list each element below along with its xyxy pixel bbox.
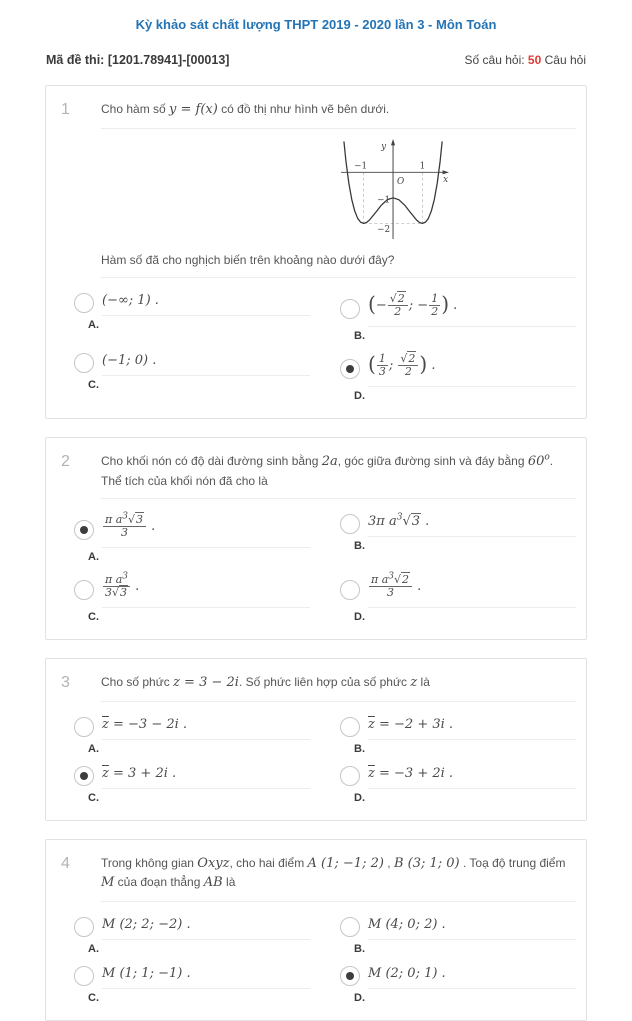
question-4-option-a <box>74 915 310 955</box>
option-text: 3π $a^3√3$ . <box>368 512 576 537</box>
option-text: M (4; 0; 2) . <box>368 915 576 940</box>
y-tick-neg2: −2 <box>377 224 391 235</box>
question-stem-2: Hàm số đã cho nghịch biến trên khoảng nào dưới đây? <box>101 251 576 278</box>
question-2-option-d <box>340 572 576 623</box>
question-stem: Cho khối nón có độ dài đường sinh bằng 2a, góc giữa đường sinh và đáy bằng 60$^o$. Thể tích của khối nón đã cho là <box>101 452 576 499</box>
radio-button[interactable] <box>74 717 94 737</box>
question-3-option-a <box>74 715 310 755</box>
option-letter: D. <box>354 991 365 1004</box>
radio-button[interactable] <box>74 766 94 786</box>
radio-button[interactable] <box>340 766 360 786</box>
option-letter: B. <box>354 329 365 342</box>
origin-label: O <box>396 176 405 187</box>
option-letter: A. <box>88 742 99 755</box>
option-letter: B. <box>354 539 365 552</box>
question-4-option-c <box>74 964 310 1004</box>
option-text: $\overline{z} = 3 + 2i$ . <box>102 764 310 789</box>
option-text: $\frac{\pi a^3√3}{3}$ . <box>102 512 310 548</box>
option-text: (−∞; 1) . <box>102 291 310 316</box>
question-stem: Cho hàm số y = f(x) có đồ thị như hình vẽ bên dưới. <box>101 100 576 129</box>
option-letter: C. <box>88 611 99 624</box>
x-axis-label: x <box>443 174 449 185</box>
option-text: $\overline{z} = -2 + 3i$ . <box>368 715 576 740</box>
radio-button[interactable] <box>340 580 360 600</box>
question-1-option-d <box>340 351 576 402</box>
question-card-1 <box>45 85 587 419</box>
question-1-option-a <box>74 291 310 342</box>
y-tick-neg1: −1 <box>377 195 391 206</box>
exam-code <box>46 53 229 67</box>
page-title: Kỳ khảo sát chất lượng THPT 2019 - 2020 lần 3 - Môn Toán <box>135 17 497 32</box>
option-text: $\overline{z} = -3 + 2i$ . <box>368 764 576 789</box>
question-4-option-b <box>340 915 576 955</box>
radio-button[interactable] <box>74 293 94 313</box>
question-number: 1 <box>61 101 70 118</box>
option-letter: C. <box>88 791 99 804</box>
function-graph-svg <box>339 137 451 241</box>
question-1-option-b <box>340 291 576 342</box>
options-group <box>74 512 576 624</box>
question-2-option-b <box>340 512 576 563</box>
radio-button[interactable] <box>340 717 360 737</box>
radio-button[interactable] <box>74 966 94 986</box>
radio-button[interactable] <box>74 917 94 937</box>
x-tick-1: 1 <box>419 160 426 171</box>
option-letter: A. <box>88 550 99 563</box>
question-2-option-a <box>74 512 310 563</box>
question-stem: Trong không gian Oxyz, cho hai điểm A (1; −1; 2) , B (3; 1; 0) . Toạ độ trung điểm M của đoạn thẳng AB là <box>101 854 576 902</box>
option-text: $\frac{\pi a^3}{3√3}$ . <box>102 572 310 608</box>
radio-button[interactable] <box>340 966 360 986</box>
options-group <box>74 915 576 1004</box>
question-2-option-c <box>74 572 310 623</box>
option-text: (−1; 0) . <box>102 351 310 376</box>
function-graph <box>339 137 576 241</box>
radio-button[interactable] <box>340 917 360 937</box>
options-group <box>74 715 576 804</box>
option-letter: C. <box>88 991 99 1004</box>
question-stem: Cho số phức z = 3 − 2i. Số phức liên hợp của số phức z là <box>101 673 576 702</box>
y-axis-arrow <box>391 138 395 144</box>
question-count-label: Số câu hỏi: <box>464 53 525 67</box>
option-letter: B. <box>354 942 365 955</box>
radio-button[interactable] <box>74 520 94 540</box>
option-text: M (2; 2; −2) . <box>102 915 310 940</box>
option-letter: B. <box>354 742 365 755</box>
exam-code-label: Mã đề thi: <box>46 53 105 67</box>
question-1-option-c <box>74 351 310 402</box>
question-number: 2 <box>61 453 70 471</box>
question-count-value: 50 <box>527 53 542 67</box>
option-text: M (1; 1; −1) . <box>102 964 310 989</box>
question-card-2 <box>45 437 587 640</box>
option-letter: C. <box>88 378 99 391</box>
option-text: ( $\frac{1}{3}$ ; $\frac{√2}{2}$ ) . <box>368 351 576 387</box>
question-number: 3 <box>61 674 70 692</box>
option-letter: A. <box>88 318 99 331</box>
radio-button[interactable] <box>340 514 360 534</box>
radio-button[interactable] <box>74 580 94 600</box>
question-count <box>465 53 586 67</box>
question-3-option-d <box>340 764 576 804</box>
question-count-unit: Câu hỏi <box>544 53 586 67</box>
question-number: 4 <box>61 854 70 872</box>
x-axis-arrow <box>443 170 449 174</box>
option-text: $\frac{\pi a^3√2}{3}$ . <box>368 572 576 608</box>
option-letter: D. <box>354 611 365 624</box>
radio-button[interactable] <box>340 299 360 319</box>
option-text: (− $\frac{√2}{2}$ ; − $\frac{1}{2}$ ) . <box>368 291 576 327</box>
question-card-4 <box>45 839 587 1021</box>
option-text: M (2; 0; 1) . <box>368 964 576 989</box>
options-group <box>74 291 576 403</box>
question-4-option-d <box>340 964 576 1004</box>
option-letter: D. <box>354 791 365 804</box>
option-letter: A. <box>88 942 99 955</box>
question-3-option-c <box>74 764 310 804</box>
radio-button[interactable] <box>74 353 94 373</box>
exam-meta <box>46 53 586 67</box>
radio-button[interactable] <box>340 359 360 379</box>
question-3-option-b <box>340 715 576 755</box>
question-card-3 <box>45 658 587 821</box>
option-letter: D. <box>354 390 365 403</box>
y-axis-label: y <box>381 141 387 152</box>
exam-code-value: [1201.78941]-[00013] <box>107 53 230 67</box>
x-tick-neg1: −1 <box>354 160 368 171</box>
option-text: $\overline{z} = -3 - 2i$ . <box>102 715 310 740</box>
